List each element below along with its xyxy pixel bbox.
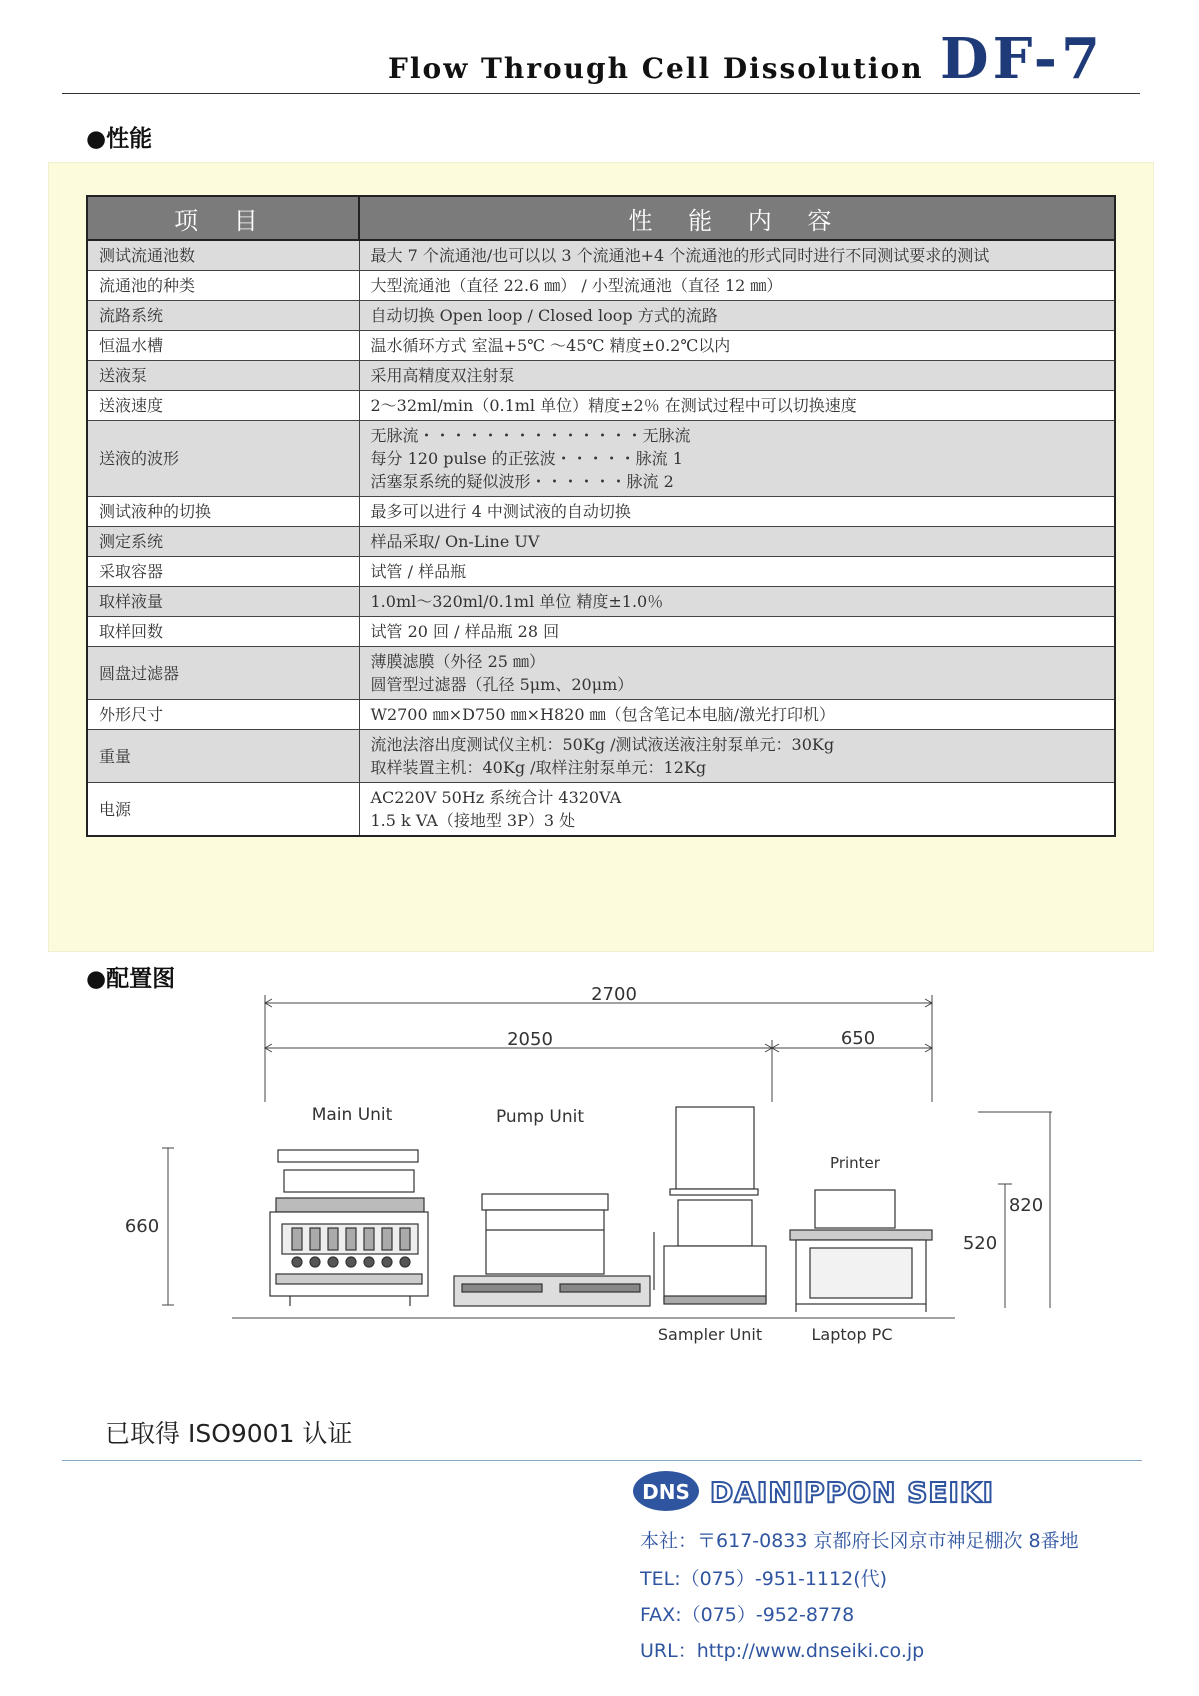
spec-value-line: 2～32ml/min（0.1ml 单位）精度±2％ 在测试过程中可以切换速度 bbox=[370, 396, 857, 415]
dim-right-label: 650 bbox=[840, 1028, 876, 1049]
spec-value-line: 温水循环方式 室温+5℃ ～45℃ 精度±0.2℃以内 bbox=[370, 336, 731, 355]
table-row bbox=[87, 647, 1115, 700]
model-name: DF-7 bbox=[940, 26, 1105, 92]
spec-value-cell bbox=[359, 783, 1115, 837]
section-title-layout: ●配置图 bbox=[86, 966, 176, 992]
spec-value-cell bbox=[359, 421, 1115, 497]
spec-item-cell: 取样回数 bbox=[87, 617, 359, 647]
spec-value-cell bbox=[359, 587, 1115, 617]
dim-left-label: 2050 bbox=[507, 1029, 553, 1050]
spec-value-line: 1.5 k VA（接地型 3P）3 处 bbox=[370, 811, 576, 830]
dns-logo bbox=[632, 1468, 1032, 1514]
spec-item-cell: 送液的波形 bbox=[87, 421, 359, 497]
table-row bbox=[87, 301, 1115, 331]
spec-value-line: 1.0ml～320ml/0.1ml 单位 精度±1.0％ bbox=[370, 592, 664, 611]
spec-item-cell: 送液速度 bbox=[87, 391, 359, 421]
spec-value-line: 试管 / 样品瓶 bbox=[370, 562, 467, 581]
table-row bbox=[87, 421, 1115, 497]
layout-diagram bbox=[0, 960, 1199, 1350]
spec-value-line: 每分 120 pulse 的正弦波・・・・・脉流 1 bbox=[370, 449, 683, 468]
spec-value-line: 试管 20 回 / 样品瓶 28 回 bbox=[370, 622, 560, 641]
pump-unit-drawing bbox=[454, 1194, 650, 1306]
height-left-label: 660 bbox=[124, 1216, 160, 1237]
table-row bbox=[87, 271, 1115, 301]
spec-item-cell: 流路系统 bbox=[87, 301, 359, 331]
iso-certification: 已取得 ISO9001 认证 bbox=[105, 1419, 353, 1448]
spec-value-line: 自动切换 Open loop / Closed loop 方式的流路 bbox=[370, 306, 718, 325]
spec-value-line: W2700 ㎜×D750 ㎜×H820 ㎜（包含笔记本电脑/激光打印机） bbox=[370, 705, 835, 724]
spec-value-cell bbox=[359, 271, 1115, 301]
spec-item-cell: 测试流通池数 bbox=[87, 240, 359, 271]
spec-value-cell bbox=[359, 391, 1115, 421]
main-unit-label: Main Unit bbox=[311, 1105, 393, 1125]
spec-value-cell bbox=[359, 730, 1115, 783]
spec-value-line: 活塞泵系统的疑似波形・・・・・・脉流 2 bbox=[370, 472, 674, 491]
spec-value-cell bbox=[359, 700, 1115, 730]
spec-table-body bbox=[87, 240, 1115, 836]
spec-value-line: 样品采取/ On-Line UV bbox=[370, 532, 540, 551]
spec-item-cell: 流通池的种类 bbox=[87, 271, 359, 301]
spec-item-cell: 圆盘过滤器 bbox=[87, 647, 359, 700]
spec-value-cell bbox=[359, 527, 1115, 557]
table-row bbox=[87, 240, 1115, 271]
spec-value-cell bbox=[359, 361, 1115, 391]
spec-value-line: 流池法溶出度测试仪主机：50Kg /测试液送液注射泵单元：30Kg bbox=[370, 735, 835, 754]
dns-logo-wordmark: DAINIPPON SEIKI bbox=[710, 1476, 995, 1509]
spec-value-line: 最多可以进行 4 中测试液的自动切换 bbox=[370, 502, 631, 521]
pump-unit-label: Pump Unit bbox=[495, 1107, 585, 1127]
spec-item-cell: 电源 bbox=[87, 783, 359, 837]
footer-address: 本社：〒617-0833 京都府长冈京市神足棚次 8番地 bbox=[640, 1530, 1079, 1552]
spec-value-line: 取样装置主机：40Kg /取样注射泵单元：12Kg bbox=[370, 758, 707, 777]
table-row bbox=[87, 557, 1115, 587]
height-right-label: 820 bbox=[1008, 1195, 1044, 1216]
table-row bbox=[87, 331, 1115, 361]
footer-fax: FAX:（075）-952-8778 bbox=[640, 1604, 855, 1626]
header-divider bbox=[62, 93, 1140, 94]
spec-value-line: 采用高精度双注射泵 bbox=[370, 366, 515, 385]
table-row bbox=[87, 700, 1115, 730]
spec-value-line: 无脉流・・・・・・・・・・・・・・无脉流 bbox=[370, 426, 691, 445]
main-unit-drawing bbox=[270, 1150, 428, 1306]
spec-item-cell: 重量 bbox=[87, 730, 359, 783]
footer-divider bbox=[62, 1460, 1142, 1461]
spec-value-cell bbox=[359, 301, 1115, 331]
spec-item-cell: 送液泵 bbox=[87, 361, 359, 391]
spec-item-cell: 测定系统 bbox=[87, 527, 359, 557]
spec-item-cell: 取样液量 bbox=[87, 587, 359, 617]
printer-label: Printer bbox=[830, 1154, 880, 1172]
sampler-unit-drawing bbox=[654, 1107, 766, 1304]
table-row bbox=[87, 361, 1115, 391]
table-row bbox=[87, 617, 1115, 647]
table-row bbox=[87, 783, 1115, 837]
header-item: 项 目 bbox=[87, 196, 359, 240]
spec-item-cell: 采取容器 bbox=[87, 557, 359, 587]
spec-value-line: AC220V 50Hz 系统合计 4320VA bbox=[370, 788, 622, 807]
header-content: 性 能 内 容 bbox=[359, 196, 1115, 240]
dim-total-label: 2700 bbox=[591, 984, 637, 1005]
footer-tel: TEL:（075）-951-1112(代) bbox=[640, 1568, 888, 1590]
table-row bbox=[87, 587, 1115, 617]
section-title-performance: ●性能 bbox=[86, 126, 153, 152]
spec-value-line: 圆管型过滤器（孔径 5μm、20μm） bbox=[370, 675, 634, 694]
sampler-unit-label: Sampler Unit bbox=[657, 1325, 763, 1344]
spec-item-cell: 外形尺寸 bbox=[87, 700, 359, 730]
table-row bbox=[87, 497, 1115, 527]
printer-laptop-drawing bbox=[790, 1190, 932, 1312]
laptop-pc-label: Laptop PC bbox=[811, 1325, 893, 1344]
height-mid-label: 520 bbox=[962, 1233, 998, 1254]
spec-value-cell bbox=[359, 240, 1115, 271]
table-header-row bbox=[87, 196, 1115, 240]
spec-value-line: 薄膜滤膜（外径 25 ㎜） bbox=[370, 652, 546, 671]
spec-value-cell bbox=[359, 331, 1115, 361]
table-row bbox=[87, 730, 1115, 783]
table-row bbox=[87, 527, 1115, 557]
dns-logo-badge-text: DNS bbox=[642, 1480, 690, 1504]
spec-item-cell: 恒温水槽 bbox=[87, 331, 359, 361]
spec-value-line: 大型流通池（直径 22.6 ㎜） / 小型流通池（直径 12 ㎜） bbox=[370, 276, 783, 295]
spec-item-cell: 测试液种的切换 bbox=[87, 497, 359, 527]
spec-value-cell bbox=[359, 647, 1115, 700]
spec-value-cell bbox=[359, 557, 1115, 587]
spec-table bbox=[86, 195, 1116, 837]
table-row bbox=[87, 391, 1115, 421]
spec-value-line: 最大 7 个流通池/也可以以 3 个流通池+4 个流通池的形式同时进行不同测试要求的测试 bbox=[370, 246, 990, 265]
footer-url[interactable]: URL：http://www.dnseiki.co.jp bbox=[640, 1640, 925, 1662]
document-title: Flow Through Cell Dissolution bbox=[388, 52, 924, 85]
spec-value-cell bbox=[359, 617, 1115, 647]
spec-value-cell bbox=[359, 497, 1115, 527]
